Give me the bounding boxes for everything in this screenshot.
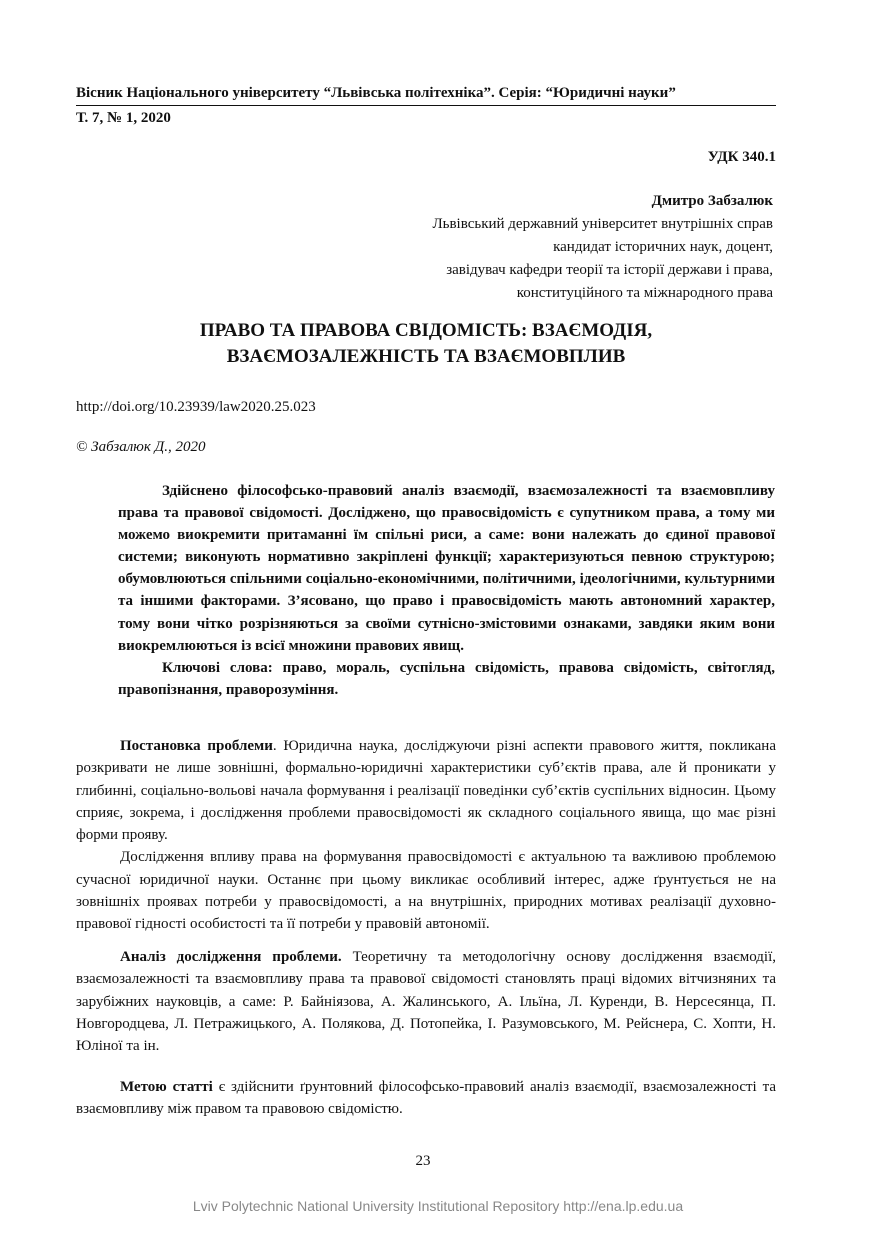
header-rule [76,105,776,106]
journal-volume: Т. 7, № 1, 2020 [76,110,171,126]
author-block [253,190,773,305]
repository-footer: Lviv Polytechnic National University Institutional Repository http://ena.lp.edu.ua [192,1198,684,1214]
keywords: Ключові слова: право, мораль, суспільна свідомість, правова свідомість, світогляд, правопізнання, праворозуміння. [118,659,775,698]
section-heading: Постановка проблеми [120,738,273,754]
section-heading: Аналіз дослідження проблеми. [120,949,342,965]
udk-code: УДК 340.1 [707,149,776,165]
title-line: ВЗАЄМОЗАЛЕЖНІСТЬ ТА ВЗАЄМОВПЛИВ [226,346,626,367]
paragraph-text: . Юридична наука, досліджуючи різні аспекти правового життя, покликана розкривати не лише зовнішні, формально-юридичні характеристики суб’єктів права, але й проникати у глибинні, соціально-вольові начала формування і реалізації поведінки суб’єктів суспільних відносин. Цьому сприяє, зокрема, і дослідження проблеми правосвідомості як складного соціального явища, що має різні форми прояву. [76,738,776,844]
paragraph-text: Теоретичну та методологічну основу дослідження взаємодії, взаємозалежності та взаємовпливу права та правової свідомості становлять праці відомих вітчизняних та зарубіжних науковців, а саме: Р. Байніязова, А. Жалинського, А. Ільїна, Л. Куренди, В. Нерсесянца, П. Новгородцева, Л. Петражицького, А. Полякова, Д. Потопейка, І. Разумовського, М. Рейснера, С. Хопти, Н. Юліної та ін. [76,949,776,1055]
article-title [76,318,776,370]
author-affiliation-line: конституційного та міжнародного права [516,285,773,301]
page-number: 23 [415,1153,431,1169]
title-line: ПРАВО ТА ПРАВОВА СВІДОМІСТЬ: ВЗАЄМОДІЯ, [199,320,653,341]
author-name: Дмитро Забзалюк [651,193,773,209]
paragraph-text: є здійснити ґрунтовний філософсько-правовий аналіз взаємодії, взаємозалежності та взаємовпливу між правом та правовою свідомістю. [76,1079,776,1118]
abstract-text: Здійснено філософсько-правовий аналіз взаємодії, взаємозалежності та взаємовпливу права та правової свідомості. Досліджено, що правосвідомість є супутником права, а тому ми можемо виокремити притаманні їм спільні риси, а саме: вони належать до єдиної правової системи; виконують нормативно закріплені функції; характеризуються певною структурою; обумовлюються спільними соціально-економічними, політичними, ідеологічними, культурними та іншими факторами. З’ясовано, що право і правосвідомість мають автономний характер, тому вони чітко розрізняються за своїми сутнісно-змістовими ознаками, завдяки яким вони виокремлюються із всієї множини правових явищ. [118,483,775,654]
doi-link[interactable]: http://doi.org/10.23939/law2020.25.023 [76,399,316,415]
copyright-notice: © Забзалюк Д., 2020 [76,439,206,455]
paragraph [76,946,776,1057]
author-affiliation-line: Львівський державний університет внутрішніх справ [432,216,773,232]
paragraph [76,735,776,846]
author-affiliation-line: завідувач кафедри теорії та історії держави і права, [446,262,773,278]
abstract [118,480,775,701]
paragraph [76,1076,776,1121]
paragraph: Дослідження впливу права на формування правосвідомості є актуальною та важливою проблемою сучасної юридичної науки. Останнє при цьому викликає особливий інтерес, адже ґрунтується не на зовнішніх проявах потреби у правосвідомості, а на внутрішніх, природних мотивах реалізації духовно-правової гідності особистості та її потреби у правовій автономії. [76,849,776,933]
section-problem [76,735,776,936]
section-heading: Метою статті [120,1079,213,1095]
section-goal [76,1076,776,1121]
section-analysis [76,946,776,1057]
author-affiliation-line: кандидат історичних наук, доцент, [553,239,773,255]
journal-header: Вісник Національного університету “Львівська політехніка”. Серія: “Юридичні науки” [76,85,676,101]
